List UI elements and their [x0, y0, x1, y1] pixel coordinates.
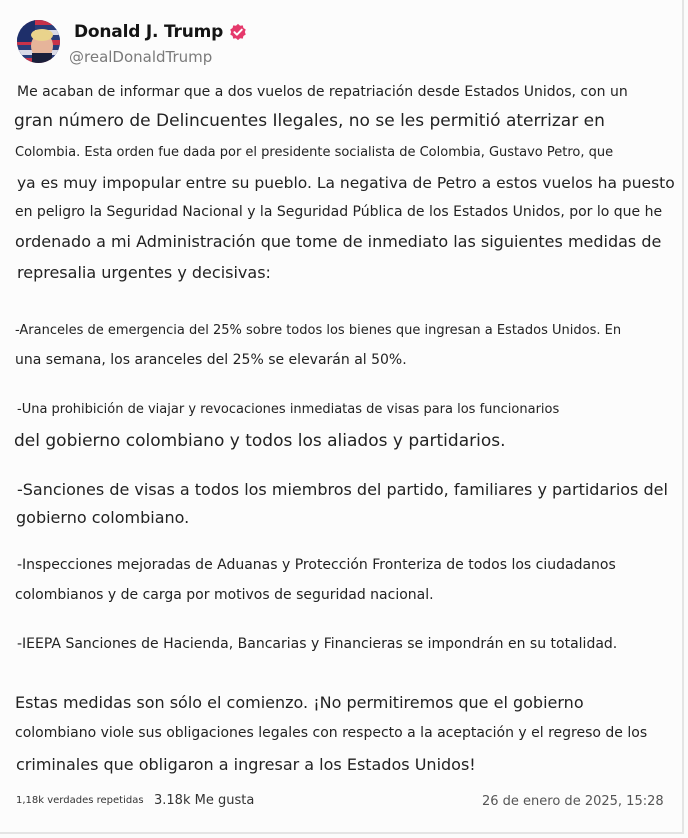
post-text-line: una semana, los aranceles del 25% se elevarán al 50%.	[15, 352, 407, 368]
author-name[interactable]: Donald J. Trump	[74, 22, 224, 42]
post-text-line: gran número de Delincuentes Ilegales, no se les permitió aterrizar en	[14, 111, 605, 131]
like-count[interactable]: 3.18k Me gusta	[154, 793, 255, 808]
author-handle[interactable]: @realDonaldTrump	[69, 48, 213, 66]
avatar-flag-icon	[17, 20, 60, 63]
post-text-line: Estas medidas son sólo el comienzo. ¡No permitiremos que el gobierno	[15, 693, 584, 712]
post-timestamp[interactable]: 26 de enero de 2025, 15:28	[482, 794, 664, 809]
post-text-line: gobierno colombiano.	[16, 508, 190, 527]
post-text-line: Colombia. Esta orden fue dada por el presidente socialista de Colombia, Gustavo Petro, que	[15, 145, 614, 160]
post-text-line: ya es muy impopular entre su pueblo. La negativa de Petro a estos vuelos ha puesto	[17, 174, 675, 192]
post-text-line: en peligro la Seguridad Nacional y la Seguridad Pública de los Estados Unidos, por lo que he	[15, 204, 663, 220]
verified-badge-icon	[229, 23, 247, 41]
post-text-line: Me acaban de informar que a dos vuelos de repatriación desde Estados Unidos, con un	[17, 84, 628, 100]
author-row	[74, 22, 247, 42]
post-text-line: -Una prohibición de viajar y revocaciones inmediatas de visas para los funcionarios	[17, 402, 560, 417]
post-text-line: represalia urgentes y decisivas:	[17, 263, 271, 282]
post-text-line: ordenado a mi Administración que tome de inmediato las siguientes medidas de	[15, 232, 662, 251]
repost-count[interactable]: 1,18k verdades repetidas	[16, 795, 144, 806]
post-text-line: colombiano viole sus obligaciones legales con respecto a la aceptación y el regreso de los	[15, 725, 648, 741]
post-text-line: criminales que obligaron a ingresar a los Estados Unidos!	[16, 755, 476, 774]
post-text-line: -IEEPA Sanciones de Hacienda, Bancarias y Financieras se impondrán en su totalidad.	[17, 636, 618, 652]
post-text-line: -Inspecciones mejoradas de Aduanas y Protección Fronteriza de todos los ciudadanos	[17, 557, 616, 573]
post-text-line: del gobierno colombiano y todos los aliados y partidarios.	[14, 431, 506, 451]
post-text-line: -Sanciones de visas a todos los miembros del partido, familiares y partidarios del	[17, 480, 668, 499]
avatar[interactable]	[17, 20, 60, 63]
post-text-line: colombianos y de carga por motivos de seguridad nacional.	[15, 587, 434, 603]
post-text-line: -Aranceles de emergencia del 25% sobre todos los bienes que ingresan a Estados Unidos. En	[15, 323, 622, 338]
